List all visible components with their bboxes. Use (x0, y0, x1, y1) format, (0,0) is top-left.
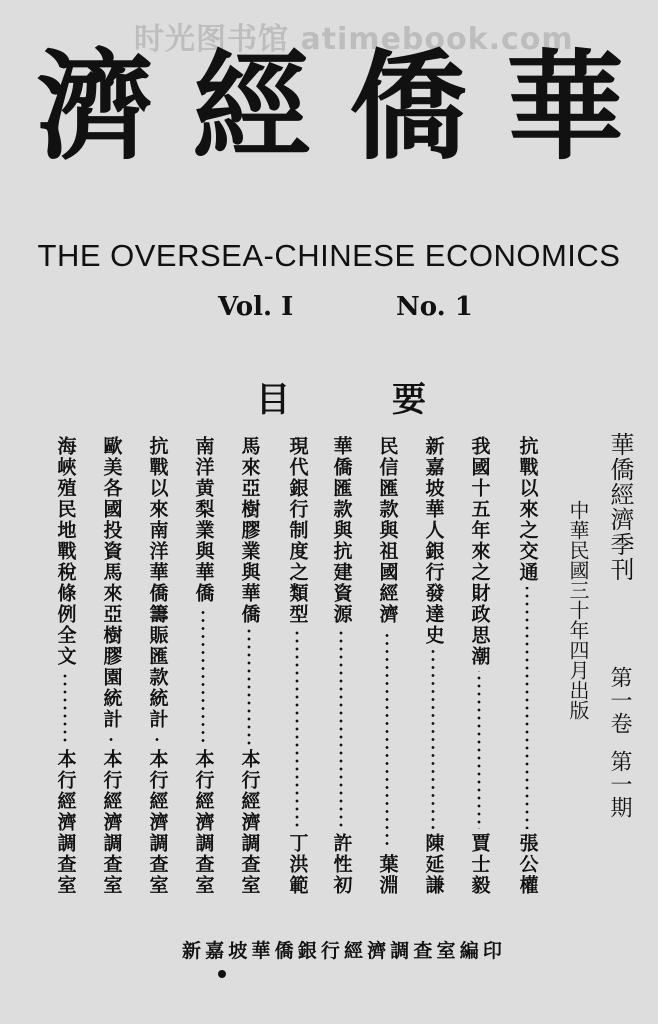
issue-number-label: No. 1 (396, 292, 473, 322)
toc-entry-author: 本行經濟調查室 (238, 749, 261, 896)
toc-entry[interactable] (466, 436, 492, 896)
publisher-char: 新 (182, 940, 202, 962)
toc-entry-author: 賈士毅 (468, 833, 491, 896)
toc-entry-title: 我國十五年來之財政思潮 (468, 436, 491, 667)
toc-leader-dots (109, 734, 113, 745)
publisher-char: 調 (390, 940, 410, 962)
toc-entry-title: 南洋黄梨業與華僑 (192, 436, 215, 604)
toc-entry-author: 陳延謙 (422, 833, 445, 896)
toc-entry-author: 許性初 (330, 833, 353, 896)
toc-entry-title: 抗戰以來南洋華僑籌賑匯款統計 (146, 436, 169, 730)
contents-heading-char: 目 (256, 380, 290, 420)
toc-entry-author: 本行經濟調查室 (192, 749, 215, 896)
toc-leader-dots (477, 671, 481, 829)
publication-date: 中華民國三十年四月出版 (566, 500, 590, 720)
toc-entry-title: 民信匯款與祖國經濟 (376, 436, 399, 625)
toc-entry-title: 新嘉坡華人銀行發達史 (422, 436, 445, 646)
toc-entry-author: 本行經濟調查室 (146, 749, 169, 896)
watermark-text: 时光图书馆 atimebook.com (134, 22, 574, 57)
title-char: 僑 (349, 37, 468, 176)
toc-leader-dots (295, 629, 299, 829)
toc-entry[interactable] (190, 436, 216, 896)
toc-leader-dots (247, 629, 251, 745)
title-char: 濟 (35, 37, 154, 176)
toc-entry-title: 馬來亞樹膠業與華僑 (238, 436, 261, 625)
toc-leader-dots (339, 629, 343, 829)
toc-entry[interactable] (144, 436, 170, 896)
toc-entry[interactable] (284, 436, 310, 896)
publisher-char: 嘉 (205, 940, 225, 962)
toc-entry[interactable] (98, 436, 124, 896)
toc-entry-title: 現代銀行制度之類型 (286, 436, 309, 625)
side-issue: 第一期 (607, 750, 632, 819)
volume-label: Vol. I (218, 292, 294, 322)
publisher-char: 查 (413, 940, 433, 962)
side-volume: 第一卷 (607, 666, 632, 735)
toc-entry-title: 華僑匯款與抗建資源 (330, 436, 353, 625)
toc-leader-dots (431, 650, 435, 829)
publisher-char: 銀 (297, 940, 317, 962)
toc-entry-author: 丁洪範 (286, 833, 309, 896)
publisher-char: 濟 (367, 940, 387, 962)
toc-entry[interactable] (52, 436, 78, 896)
toc-entry-title: 歐美各國投資馬來亞樹膠園統計 (100, 436, 123, 730)
title-char: 經 (192, 37, 311, 176)
toc-leader-dots (155, 734, 159, 745)
toc-entry[interactable] (514, 436, 540, 896)
toc-entry-author: 本行經濟調查室 (100, 749, 123, 896)
toc-leader-dots (385, 629, 389, 850)
publisher-char: 坡 (228, 940, 248, 962)
toc-entry-title: 海峽殖民地戰稅條例全文 (54, 436, 77, 667)
journal-title-english: THE OVERSEA-CHINESE ECONOMICS (37, 238, 621, 273)
publisher-char: 編 (459, 940, 479, 962)
title-char: 華 (505, 37, 624, 176)
publisher-char: 經 (343, 940, 363, 962)
toc-entry[interactable] (328, 436, 354, 896)
toc-entry-author: 葉淵 (376, 854, 399, 896)
toc-entry[interactable] (374, 436, 400, 896)
toc-entry-author: 張公權 (516, 833, 539, 896)
publisher-char: 行 (320, 940, 340, 962)
toc-leader-dots (525, 587, 529, 829)
toc-entry-author: 本行經濟調查室 (54, 749, 77, 896)
toc-entry[interactable] (236, 436, 262, 896)
publisher-char: 華 (251, 940, 271, 962)
contents-heading-char: 要 (392, 380, 426, 420)
toc-leader-dots (201, 608, 205, 745)
toc-leader-dots (63, 671, 67, 745)
publisher-char: 室 (436, 940, 456, 962)
toc-entry[interactable] (420, 436, 446, 896)
contents-heading (256, 372, 426, 421)
publisher-char: 僑 (274, 940, 294, 962)
publisher-char: 印 (482, 940, 502, 962)
decorative-dot (218, 970, 226, 978)
publisher-line (182, 942, 502, 961)
toc-entry-title: 抗戰以來之交通 (516, 436, 539, 583)
side-journal-title: 華僑經濟季刊 (606, 432, 634, 582)
